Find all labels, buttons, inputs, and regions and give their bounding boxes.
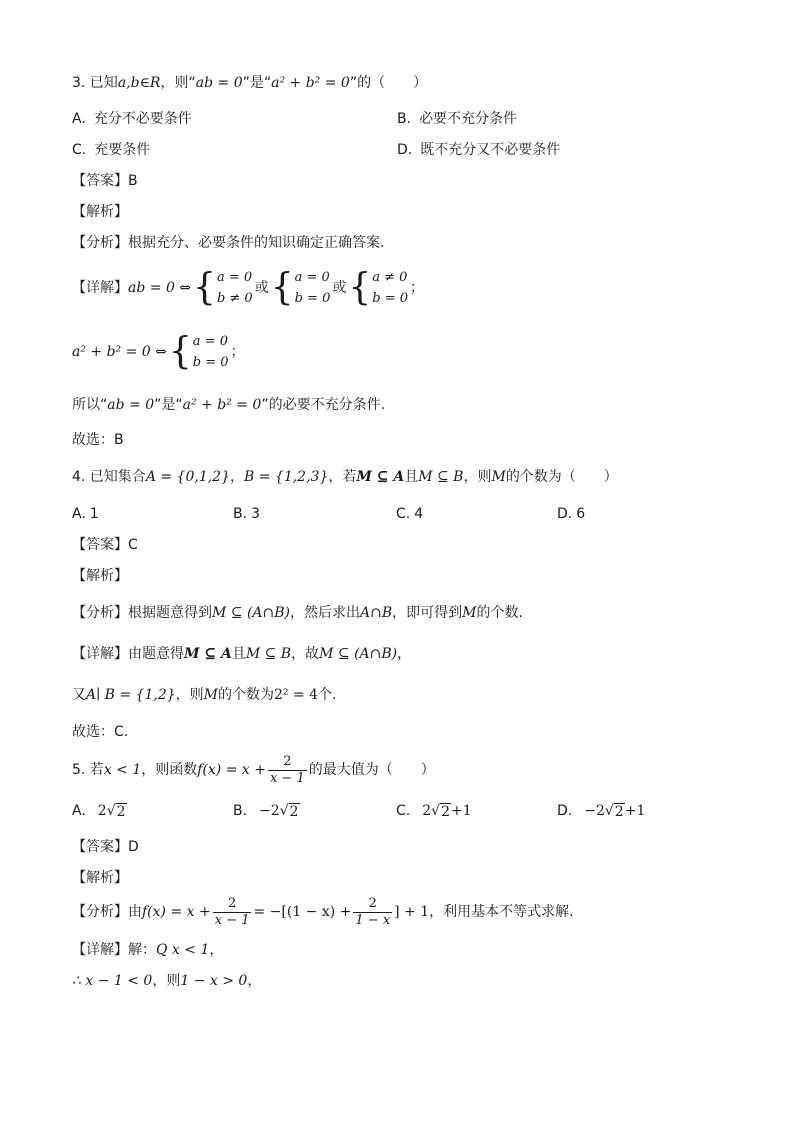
q3-condition-2: a² + b² = 0 (271, 75, 350, 91)
option-letter: A. (72, 111, 86, 127)
case-brace-1: { a = 0 b ≠ 0 (193, 265, 253, 309)
text: 由 (128, 904, 142, 920)
text: ，故 (291, 646, 320, 662)
option-text: 充分不必要条件 (93, 111, 192, 127)
function: f(x) = x + (142, 904, 211, 920)
text: ， (247, 973, 262, 989)
analysis-tag: 【解析】 (72, 870, 128, 886)
option-text: 6 (576, 506, 586, 522)
text: 根据题意得到 (128, 605, 212, 621)
or-text: 或 (254, 280, 269, 296)
math: M ⊆ A (184, 646, 232, 662)
text: ，若 (328, 469, 357, 485)
q5-analysis-heading (72, 869, 128, 887)
math: M (462, 605, 477, 621)
text: ，即可得到 (392, 605, 463, 621)
xiangjie-tag: 【详解】 (72, 280, 128, 296)
sqrt: √ 2 (431, 803, 450, 820)
condition: a² + b² = 0 (182, 397, 262, 413)
q3-condition-1: ab = 0 (195, 75, 243, 91)
q3-stem-suffix: ”的（ ） (349, 75, 428, 91)
option-coef: −2 (584, 803, 605, 819)
choose-text: 故选：C. (72, 724, 129, 740)
q4-option-c[interactable] (396, 505, 423, 523)
punctuation: ， (230, 469, 244, 485)
math: 2² = 4 (273, 687, 319, 703)
q4-stem-prefix: 4. 已知集合 (72, 469, 146, 485)
case-brace-4: { a = 0 b = 0 (168, 329, 229, 373)
option-coef: 2 (422, 803, 432, 819)
option-letter: D. (557, 506, 573, 522)
fenxi-tag: 【分析】 (72, 235, 128, 251)
text: ，则 (463, 469, 492, 485)
q5-xiangjie (72, 941, 223, 959)
option-text: 3 (251, 506, 260, 522)
text: 且 (404, 469, 419, 485)
option-coef: −2 (259, 803, 280, 819)
fenxi-tag: 【分析】 (72, 904, 128, 920)
text: ”的必要不充分条件. (261, 397, 386, 413)
fraction: $\frac{2}{x - 1}$ (269, 753, 305, 786)
case-brace-2: { a = 0 b = 0 (270, 265, 331, 309)
answer-value: B (128, 173, 138, 189)
q3-analysis-heading (72, 203, 128, 221)
answer-tag: 【答案】 (72, 839, 128, 855)
q5-answer (72, 838, 139, 856)
text: ，则 (152, 973, 181, 989)
q3-detail2-lhs: a² + b² = 0 ⇔ (72, 344, 167, 360)
q5-option-d[interactable] (557, 802, 645, 820)
text: ，则 (175, 687, 204, 703)
function: f(x) = x + (197, 762, 266, 778)
text: 的个数为 (217, 687, 274, 703)
math: M ⊆ (A∩B) (319, 646, 398, 662)
xiangjie-tag: 【详解】 (72, 646, 128, 662)
text: 解： (128, 942, 156, 958)
q4-fenxi (72, 604, 523, 622)
text: 个. (318, 687, 337, 703)
q3-option-c[interactable] (72, 141, 150, 159)
q3-stem-text: ，则“ (160, 75, 196, 91)
q5-stem-suffix: 的最大值为（ ） (308, 762, 435, 778)
text: 的个数. (476, 605, 523, 621)
q3-detail-2 (72, 330, 245, 374)
math: M (203, 687, 218, 703)
q3-stem (72, 74, 427, 92)
math: ∴ x − 1 < 0 (72, 973, 153, 989)
answer-value: C (128, 537, 138, 553)
set-m: M (491, 469, 506, 485)
answer-tag: 【答案】 (72, 537, 128, 553)
q3-stem-prefix: 3. 已知 (72, 75, 118, 91)
math: = −[(1 − x) + (253, 904, 352, 920)
relation: M ⊆ A (356, 469, 405, 485)
math: ] + 1 (394, 904, 430, 920)
math: A∣ B = {1,2} (86, 687, 176, 703)
fenxi-tag: 【分析】 (72, 605, 128, 621)
q3-detail-1 (72, 266, 424, 310)
q5-stem-prefix: 5. 若 (72, 762, 104, 778)
option-letter: D. (557, 803, 573, 819)
text: 所以“ (72, 397, 108, 413)
analysis-tag: 【解析】 (72, 568, 128, 584)
text: 又 (72, 687, 86, 703)
q3-option-b[interactable] (397, 110, 517, 128)
q3-fenxi (72, 234, 384, 252)
fenxi-text: 根据充分、必要条件的知识确定正确答案. (128, 235, 385, 251)
fraction: $\frac{2}{x - 1}$ (214, 895, 250, 928)
option-letter: C. (396, 506, 411, 522)
option-coef: 2 (97, 803, 107, 819)
q4-answer (72, 536, 138, 554)
option-letter: A. (72, 803, 86, 819)
sqrt: √ 2 (279, 803, 299, 820)
math: M ⊆ B (245, 646, 292, 662)
text: ，则函数 (141, 762, 198, 778)
option-text: 充要条件 (94, 142, 151, 158)
option-letter: B. (233, 803, 248, 819)
math: A∩B (360, 605, 393, 621)
q4-stem (72, 468, 618, 486)
q4-xiangjie (72, 645, 411, 663)
q3-detail-lhs: ab = 0 ⇔ (128, 280, 192, 296)
analysis-tag: 【解析】 (72, 204, 128, 220)
q4-choose (72, 723, 128, 741)
xiangjie-tag: 【详解】 (72, 942, 128, 958)
q4-option-b[interactable] (233, 505, 260, 523)
text: ”是“ (154, 397, 183, 413)
q5-xiangjie-2 (72, 972, 261, 990)
math: 1 − x > 0 (180, 973, 248, 989)
text: ，利用基本不等式求解. (429, 904, 574, 920)
sqrt: √ 2 (106, 803, 126, 820)
text: 由题意得 (128, 646, 184, 662)
punctuation: ； (230, 344, 245, 360)
q4-option-d[interactable] (557, 505, 585, 523)
option-text: 4 (414, 506, 424, 522)
option-text: 既不充分又不必要条件 (420, 142, 561, 158)
option-text: 1 (89, 506, 99, 522)
option-tail: +1 (451, 803, 472, 819)
q5-option-a[interactable] (72, 802, 127, 820)
q5-option-b[interactable] (233, 802, 300, 820)
condition: x < 1 (103, 762, 142, 778)
text: ，然后求出 (290, 605, 361, 621)
q3-stem-set: a,b∈R (117, 75, 161, 91)
q3-stem-text: ”是“ (242, 75, 272, 91)
q3-choose (72, 431, 124, 449)
q3-conclusion (72, 396, 385, 414)
q5-option-c[interactable] (396, 802, 472, 820)
option-letter: B. (397, 111, 412, 127)
option-letter: C. (396, 803, 411, 819)
relation: M ⊆ B (418, 469, 464, 485)
answer-tag: 【答案】 (72, 173, 128, 189)
text: 且 (231, 646, 246, 662)
q4-xiangjie-2 (72, 686, 337, 704)
text: ， (397, 646, 412, 662)
condition: ab = 0 (107, 397, 155, 413)
q5-stem (72, 750, 435, 790)
option-text: 必要不充分条件 (419, 111, 518, 127)
q3-option-a[interactable] (72, 110, 192, 128)
q4-analysis-heading (72, 567, 128, 585)
set-b: B = {1,2,3} (244, 469, 329, 485)
option-letter: C. (72, 142, 87, 158)
sqrt: √ 2 (604, 803, 624, 820)
choose-text: 故选：B (72, 432, 124, 448)
answer-value: D (128, 839, 139, 855)
punctuation: ； (410, 280, 424, 296)
fraction: $\frac{2}{1 - x}$ (355, 895, 391, 928)
q3-option-d[interactable] (397, 141, 560, 159)
math: Q x < 1 (156, 942, 210, 958)
q5-fenxi (72, 892, 574, 932)
or-text: 或 (332, 280, 347, 296)
q3-answer (72, 172, 138, 190)
option-letter: A. (72, 506, 86, 522)
option-letter: B. (233, 506, 248, 522)
option-letter: D. (397, 142, 413, 158)
option-tail: +1 (624, 803, 646, 819)
set-a: A = {0,1,2} (145, 469, 230, 485)
text: ， (209, 942, 224, 958)
q4-stem-suffix: 的个数为（ ） (505, 469, 618, 485)
case-brace-3: { a ≠ 0 b = 0 (348, 265, 408, 309)
math: M ⊆ (A∩B) (212, 605, 291, 621)
q4-option-a[interactable] (72, 505, 99, 523)
